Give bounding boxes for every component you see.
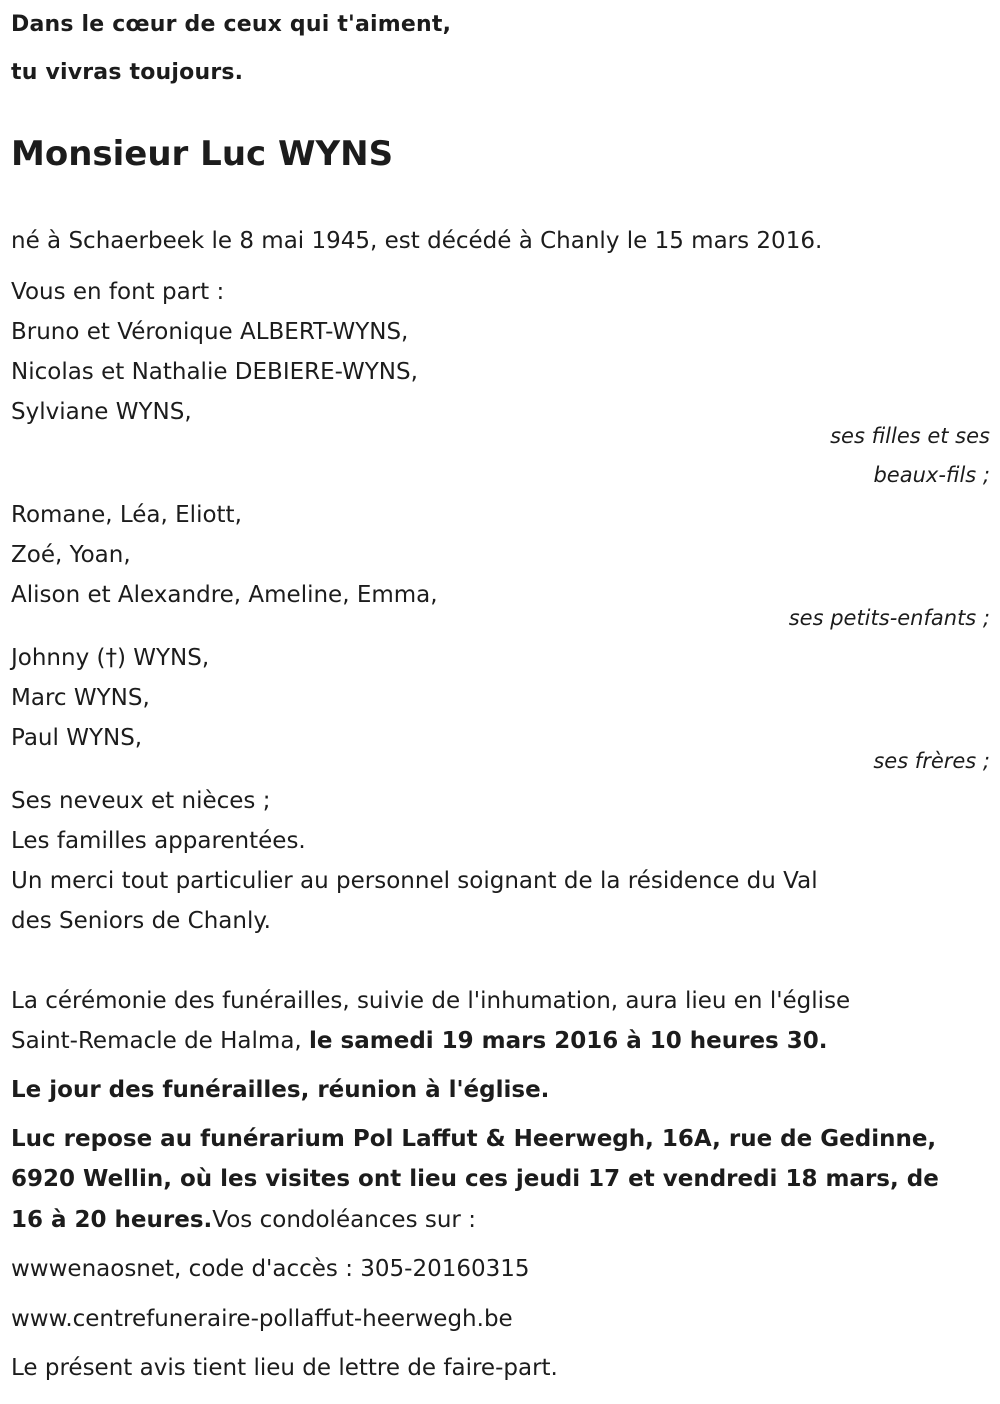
thanks-line-1: Un merci tout particulier au personnel soignant de la résidence du Val bbox=[11, 868, 818, 894]
brother-entry: Johnny (†) WYNS, bbox=[11, 645, 210, 671]
grandchildren-entry: Alison et Alexandre, Ameline, Emma, bbox=[11, 582, 438, 608]
visiting-hours: 16 à 20 heures. bbox=[11, 1207, 213, 1233]
daughter-entry: Nicolas et Nathalie DEBIERE-WYNS, bbox=[11, 359, 418, 385]
grandchildren-relation: ses petits-enfants ; bbox=[788, 606, 990, 630]
repose-line-1: Luc repose au funérarium Pol Laffut & Heerwegh, 16A, rue de Gedinne, bbox=[11, 1126, 937, 1152]
deceased-name: Monsieur Luc WYNS bbox=[11, 134, 394, 174]
epigraph-line-2: tu vivras toujours. bbox=[11, 60, 244, 85]
ceremony-line-1: La cérémonie des funérailles, suivie de l'inhumation, aura lieu en l'église bbox=[11, 988, 851, 1014]
brothers-relation: ses frères ; bbox=[873, 749, 990, 773]
daughters-relation-line-2: beaux-fils ; bbox=[873, 463, 990, 487]
epigraph-line-1: Dans le cœur de ceux qui t'aiment, bbox=[11, 12, 452, 37]
brother-entry: Paul WYNS, bbox=[11, 725, 143, 751]
website-url[interactable]: www.centrefuneraire-pollaffut-heerwegh.be bbox=[11, 1306, 513, 1332]
repose-line-2: 6920 Wellin, où les visites ont lieu ces jeudi 17 et vendredi 18 mars, de bbox=[11, 1166, 939, 1192]
grandchildren-entry: Romane, Léa, Eliott, bbox=[11, 502, 242, 528]
daughter-entry: Sylviane WYNS, bbox=[11, 399, 192, 425]
others-entry: Les familles apparentées. bbox=[11, 828, 306, 854]
ceremony-line-2 bbox=[11, 1028, 828, 1054]
announcement-intro: Vous en font part : bbox=[11, 279, 225, 305]
ceremony-date: le samedi 19 mars 2016 à 10 heures 30. bbox=[309, 1028, 828, 1054]
repose-line-3 bbox=[11, 1207, 476, 1233]
reunion-line: Le jour des funérailles, réunion à l'église. bbox=[11, 1077, 550, 1103]
daughter-entry: Bruno et Véronique ALBERT-WYNS, bbox=[11, 319, 409, 345]
closing-statement: Le présent avis tient lieu de lettre de faire-part. bbox=[11, 1355, 558, 1381]
others-entry: Ses neveux et nièces ; bbox=[11, 788, 271, 814]
daughters-relation-line-1: ses filles et ses bbox=[830, 424, 990, 448]
ceremony-location: Saint-Remacle de Halma, bbox=[11, 1028, 310, 1054]
thanks-line-2: des Seniors de Chanly. bbox=[11, 908, 271, 934]
brother-entry: Marc WYNS, bbox=[11, 685, 150, 711]
website-access-code: wwwenaosnet, code d'accès : 305-20160315 bbox=[11, 1256, 530, 1282]
condolences-intro: Vos condoléances sur : bbox=[212, 1207, 476, 1233]
grandchildren-entry: Zoé, Yoan, bbox=[11, 542, 131, 568]
birth-death-line: né à Schaerbeek le 8 mai 1945, est décédé à Chanly le 15 mars 2016. bbox=[11, 228, 823, 254]
